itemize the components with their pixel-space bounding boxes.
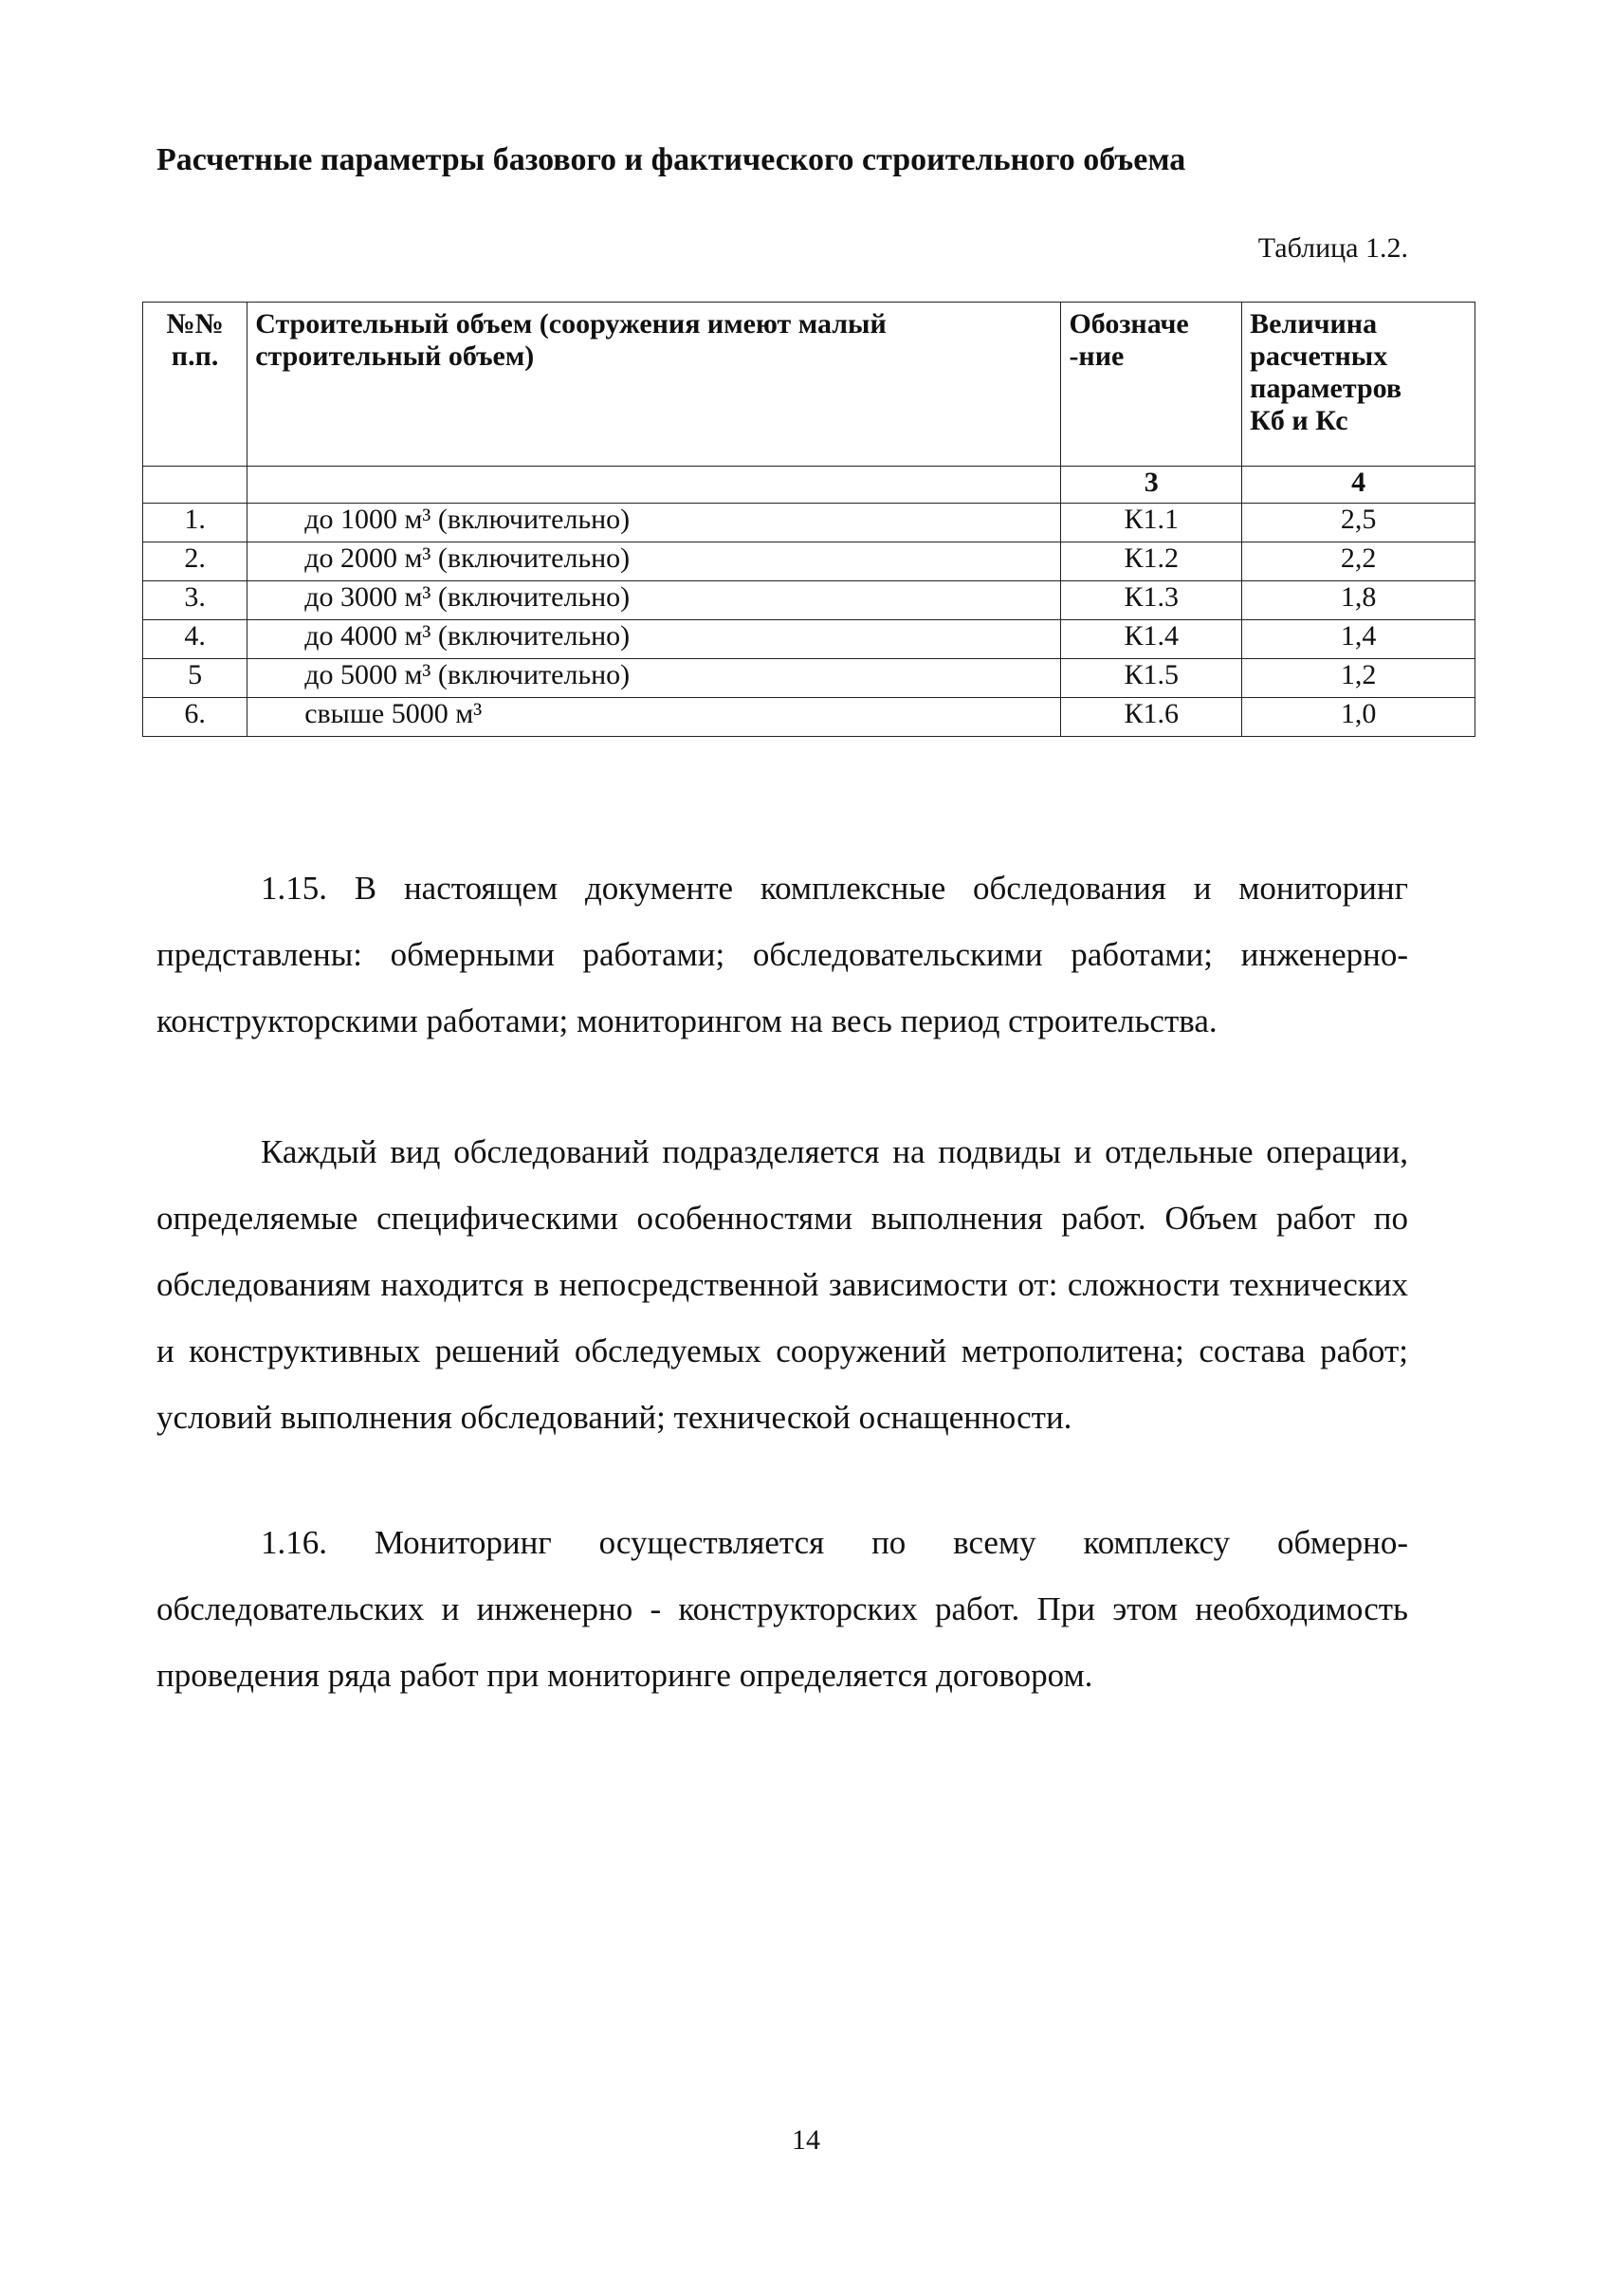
row-number: 6. [143, 698, 247, 737]
row-value: 2,5 [1242, 504, 1475, 542]
row-value: 1,0 [1242, 698, 1475, 737]
table-row [143, 620, 1475, 659]
column-number [143, 467, 247, 504]
row-code: К1.6 [1061, 698, 1242, 737]
row-value: 1,2 [1242, 659, 1475, 698]
row-code: К1.5 [1061, 659, 1242, 698]
table-row [143, 581, 1475, 620]
row-code: К1.2 [1061, 542, 1242, 581]
row-number: 5 [143, 659, 247, 698]
row-value: 1,4 [1242, 620, 1475, 659]
paragraph-1-16: 1.16. Мониторинг осуществляется по всему комплексу обмерно-обследовательских и инженерно - конструкторских работ. При этом необходимость проведения ряда работ при мониторинге определяется договором. [156, 1524, 1408, 1694]
table-row [143, 698, 1475, 737]
column-number-row [143, 467, 1475, 504]
page-title: Расчетные параметры базового и фактического строительного объема [156, 142, 1186, 177]
header-volume: Строительный объем (сооружения имеют малый строительный объем) [247, 303, 1061, 467]
column-number: 3 [1061, 467, 1242, 504]
row-volume: свыше 5000 м³ [247, 698, 1061, 737]
paragraph-survey-types: Каждый вид обследований подразделяется на подвиды и отдельные операции, определяемые специфическими особенностями выполнения работ. Объем работ по обследованиям находится в непосредственной зависимости от: сложности технических и конструктивных решений обследуемых сооружений метрополитена; состава работ; условий выполнения обследований; технической оснащенности. [156, 1133, 1408, 1436]
paragraph-1-15: 1.15. В настоящем документе комплексные обследования и мониторинг представлены: обмерными работами; обследовательскими работами; инженерно-конструкторскими работами; мониторингом на весь период строительства. [156, 870, 1408, 1039]
table-caption: Таблица 1.2. [1257, 232, 1408, 264]
row-number: 2. [143, 542, 247, 581]
row-volume: до 4000 м³ (включительно) [247, 620, 1061, 659]
row-volume: до 2000 м³ (включительно) [247, 542, 1061, 581]
row-volume: до 3000 м³ (включительно) [247, 581, 1061, 620]
table-header-row [143, 303, 1475, 467]
table-row [143, 659, 1475, 698]
header-number: №№ п.п. [143, 303, 247, 467]
row-volume: до 5000 м³ (включительно) [247, 659, 1061, 698]
table-row [143, 542, 1475, 581]
row-number: 4. [143, 620, 247, 659]
row-volume: до 1000 м³ (включительно) [247, 504, 1061, 542]
parameters-table [142, 302, 1475, 737]
page-number: 14 [792, 2124, 820, 2156]
table-row [143, 504, 1475, 542]
header-value: Величина расчетных параметров Кб и Кс [1242, 303, 1475, 467]
header-code: Обозначе -ние [1061, 303, 1242, 467]
column-number [247, 467, 1061, 504]
row-code: К1.1 [1061, 504, 1242, 542]
column-number: 4 [1242, 467, 1475, 504]
row-number: 1. [143, 504, 247, 542]
row-value: 2,2 [1242, 542, 1475, 581]
row-number: 3. [143, 581, 247, 620]
row-code: К1.3 [1061, 581, 1242, 620]
row-value: 1,8 [1242, 581, 1475, 620]
row-code: К1.4 [1061, 620, 1242, 659]
